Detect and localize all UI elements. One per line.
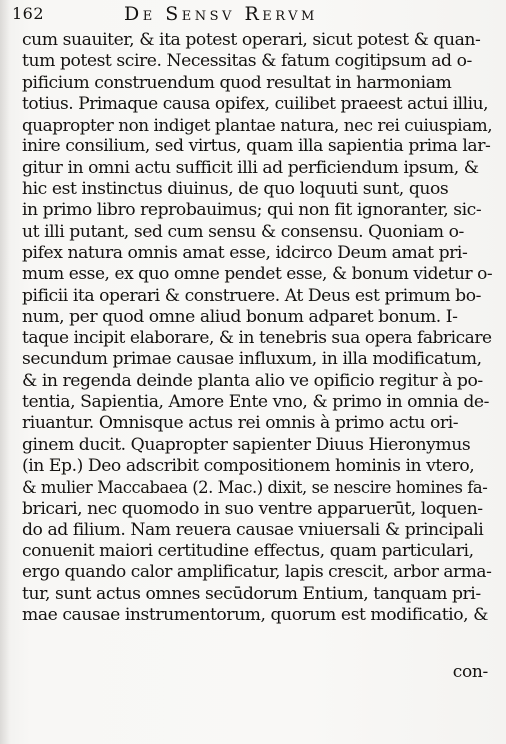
text-line: ut illi putant, sed cum sensu & consensu. Quoniam o- [22,221,464,242]
page-number: 162 [12,4,45,23]
text-line: bricari, nec quomodo in suo ventre apparuerūt, loquen- [22,498,483,519]
text-line: ergo quando calor amplificatur, lapis crescit, arbor arma- [22,562,492,583]
text-line: cum suauiter, & ita potest operari, sicut potest & quan- [22,30,481,50]
body-text [22,30,492,626]
text-line: num, per quod omne aliud bonum adparet bonum. I- [22,306,458,327]
text-line: totius. Primaque causa opifex, cuilibet praeest actui illiu, [22,93,489,114]
text-line: mae causae instrumentorum, quorum est modificatio, & [22,605,488,626]
text-line: riuantur. Omnisque actus rei omnis à primo actu ori- [22,413,459,434]
running-head: De Sensv Rervm [124,3,318,25]
text-line: conuenit maiori certitudine effectus, quam particulari, [22,541,474,562]
text-line: in primo libro reprobauimus; qui non fit ignoranter, sic- [22,200,482,221]
text-line: quapropter non indiget plantae natura, nec rei cuiuspiam, [22,115,492,136]
text-line: ginem ducit. Quapropter sapienter Diuus Hieronymus [22,434,471,455]
text-line: (in Ep.) Deo adscribit compositionem hominis in vtero, [22,455,475,476]
text-line: tur, sunt actus omnes secūdorum Entium, tanquam pri- [22,583,481,604]
text-line: hic est instinctus diuinus, de quo loquuti sunt, quos [22,179,449,200]
text-line: pifex natura omnis amat esse, idcirco Deum amat pri- [22,242,468,263]
text-line: & mulier Maccabaea (2. Mac.) dixit, se nescire homines fa- [22,478,488,498]
text-line: secundum primae causae influxum, in illa modificatum, [22,349,482,370]
gutter-shadow [0,0,10,744]
text-line: & in regenda deinde planta alio ve opificio regitur à po- [22,370,483,391]
text-line: mum esse, ex quo omne pendet esse, & bonum videtur o- [22,264,492,285]
text-line: inire consilium, sed virtus, quam illa sapientia prima lar- [22,136,491,157]
text-line: gitur in omni actu sufficit illi ad perficiendum ipsum, & [22,157,479,178]
page-header [12,2,492,30]
text-line: taque incipit elaborare, & in tenebris sua opera fabricare [22,328,492,349]
text-line: pificii ita operari & construere. At Deus est primum bo- [22,285,481,306]
text-line: do ad filium. Nam reuera causae vniuersali & principali [22,519,484,540]
text-line: pificium construendum quod resultat in harmoniam [22,72,452,93]
catchword: con- [452,662,488,682]
text-line: tentia, Sapientia, Amore Ente vno, & primo in omnia de- [22,392,489,413]
text-line: tum potest scire. Necessitas & fatum cogitipsum ad o- [22,51,472,72]
